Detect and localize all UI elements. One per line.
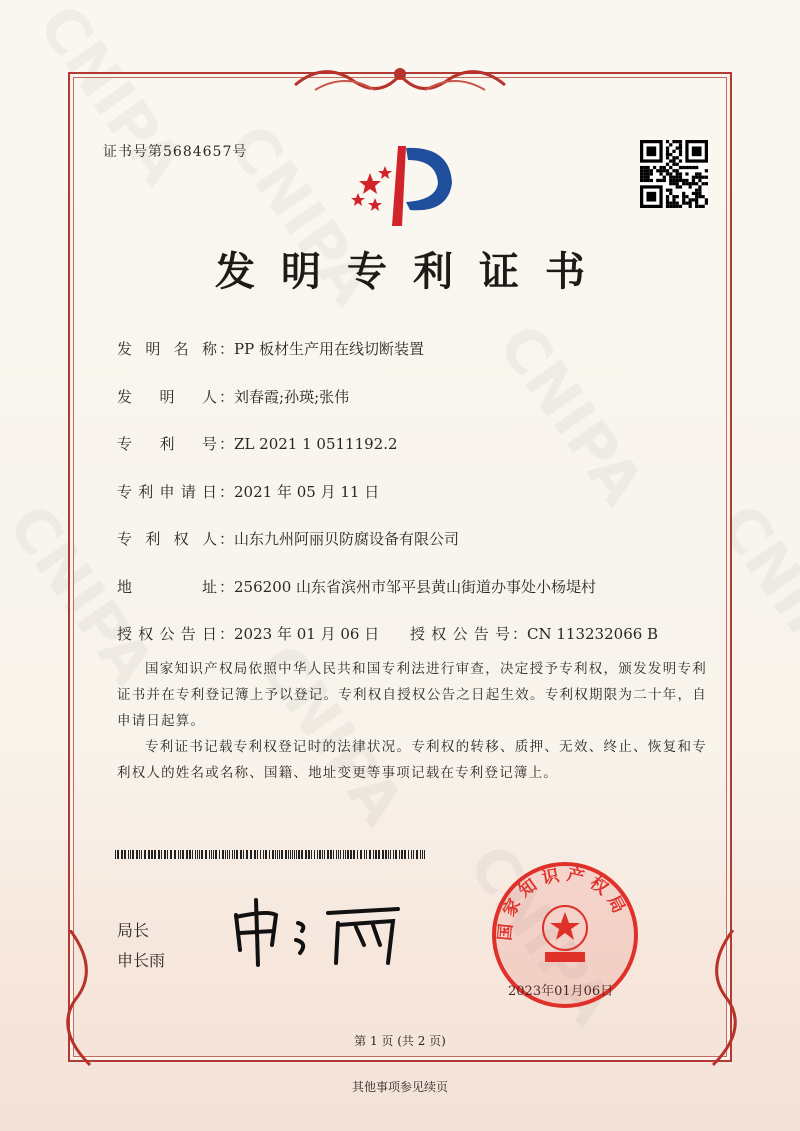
continued-note: 其他事项参见续页 bbox=[351, 1080, 448, 1094]
field-value: 2023 年 01 月 06 日 bbox=[234, 625, 380, 643]
field-value: ZL 2021 1 0511192.2 bbox=[234, 435, 398, 453]
field-patentee: 专利权人 ：山东九州阿丽贝防腐设备有限公司 bbox=[117, 530, 460, 548]
page-number: 第 1 页 (共 2 页) bbox=[354, 1034, 446, 1048]
field-label: 授权公告号 bbox=[410, 625, 510, 643]
cnipa-logo-icon bbox=[340, 138, 465, 228]
field-label: 授权公告日 bbox=[117, 625, 217, 643]
field-label: 发明名称 bbox=[117, 340, 217, 358]
field-inventors: 发明人 ：刘春霞;孙瑛;张伟 bbox=[117, 388, 350, 406]
field-label: 地址 bbox=[117, 578, 217, 596]
field-label: 发明人 bbox=[117, 388, 217, 406]
qr-code-icon bbox=[640, 140, 708, 208]
field-value: PP 板材生产用在线切断装置 bbox=[234, 340, 424, 358]
field-application-date: 专利申请日 ：2021 年 05 月 11 日 bbox=[117, 483, 380, 501]
field-patent-number: 专利号 ：ZL 2021 1 0511192.2 bbox=[117, 435, 398, 453]
field-value: 2021 年 05 月 11 日 bbox=[234, 483, 380, 501]
field-invention-name: 发明名称 ：PP 板材生产用在线切断装置 bbox=[117, 340, 424, 358]
field-grant-pub-number: 授权公告号 ：CN 113232066 B bbox=[410, 625, 659, 643]
field-value: 刘春霞;孙瑛;张伟 bbox=[234, 388, 350, 406]
top-ornament-icon bbox=[285, 60, 515, 100]
statement-paragraph: 专利证书记载专利权登记时的法律状况。专利权的转移、质押、无效、终止、恢复和专利权人的姓名或名称、国籍、地址变更等事项记载在专利登记簿上。 bbox=[117, 739, 707, 781]
signature-icon bbox=[228, 895, 418, 967]
barcode-icon bbox=[115, 850, 425, 859]
field-label: 专利权人 bbox=[117, 530, 217, 548]
corner-ornament-icon bbox=[55, 930, 115, 1070]
field-value: 山东九州阿丽贝防腐设备有限公司 bbox=[234, 530, 460, 548]
page-title: 发明专利证书 bbox=[215, 249, 611, 295]
field-value: 256200 山东省滨州市邹平县黄山街道办事处小杨堤村 bbox=[234, 578, 597, 596]
field-value: CN 113232066 B bbox=[527, 625, 659, 643]
statement-paragraph: 国家知识产权局依照中华人民共和国专利法进行审查，决定授予专利权，颁发发明专利证书并在专利登记簿上予以登记。专利权自授权公告之日起生效。专利权期限为二十年，自申请日起算。 bbox=[117, 661, 707, 729]
chief-title: 局长 bbox=[117, 921, 150, 940]
field-label: 专利号 bbox=[117, 435, 217, 453]
field-address: 地址 ：256200 山东省滨州市邹平县黄山街道办事处小杨堤村 bbox=[117, 578, 597, 596]
corner-ornament-icon bbox=[688, 930, 748, 1070]
chief-name: 申长雨 bbox=[117, 951, 166, 970]
field-grant-date: 授权公告日 ：2023 年 01 月 06 日 bbox=[117, 625, 380, 643]
seal-date: 2023年01月06日 bbox=[508, 984, 614, 999]
seal-org-text: 国家知识产权局 bbox=[495, 864, 632, 942]
field-label: 专利申请日 bbox=[117, 483, 217, 501]
certificate-number: 证书号第5684657号 bbox=[103, 144, 248, 160]
